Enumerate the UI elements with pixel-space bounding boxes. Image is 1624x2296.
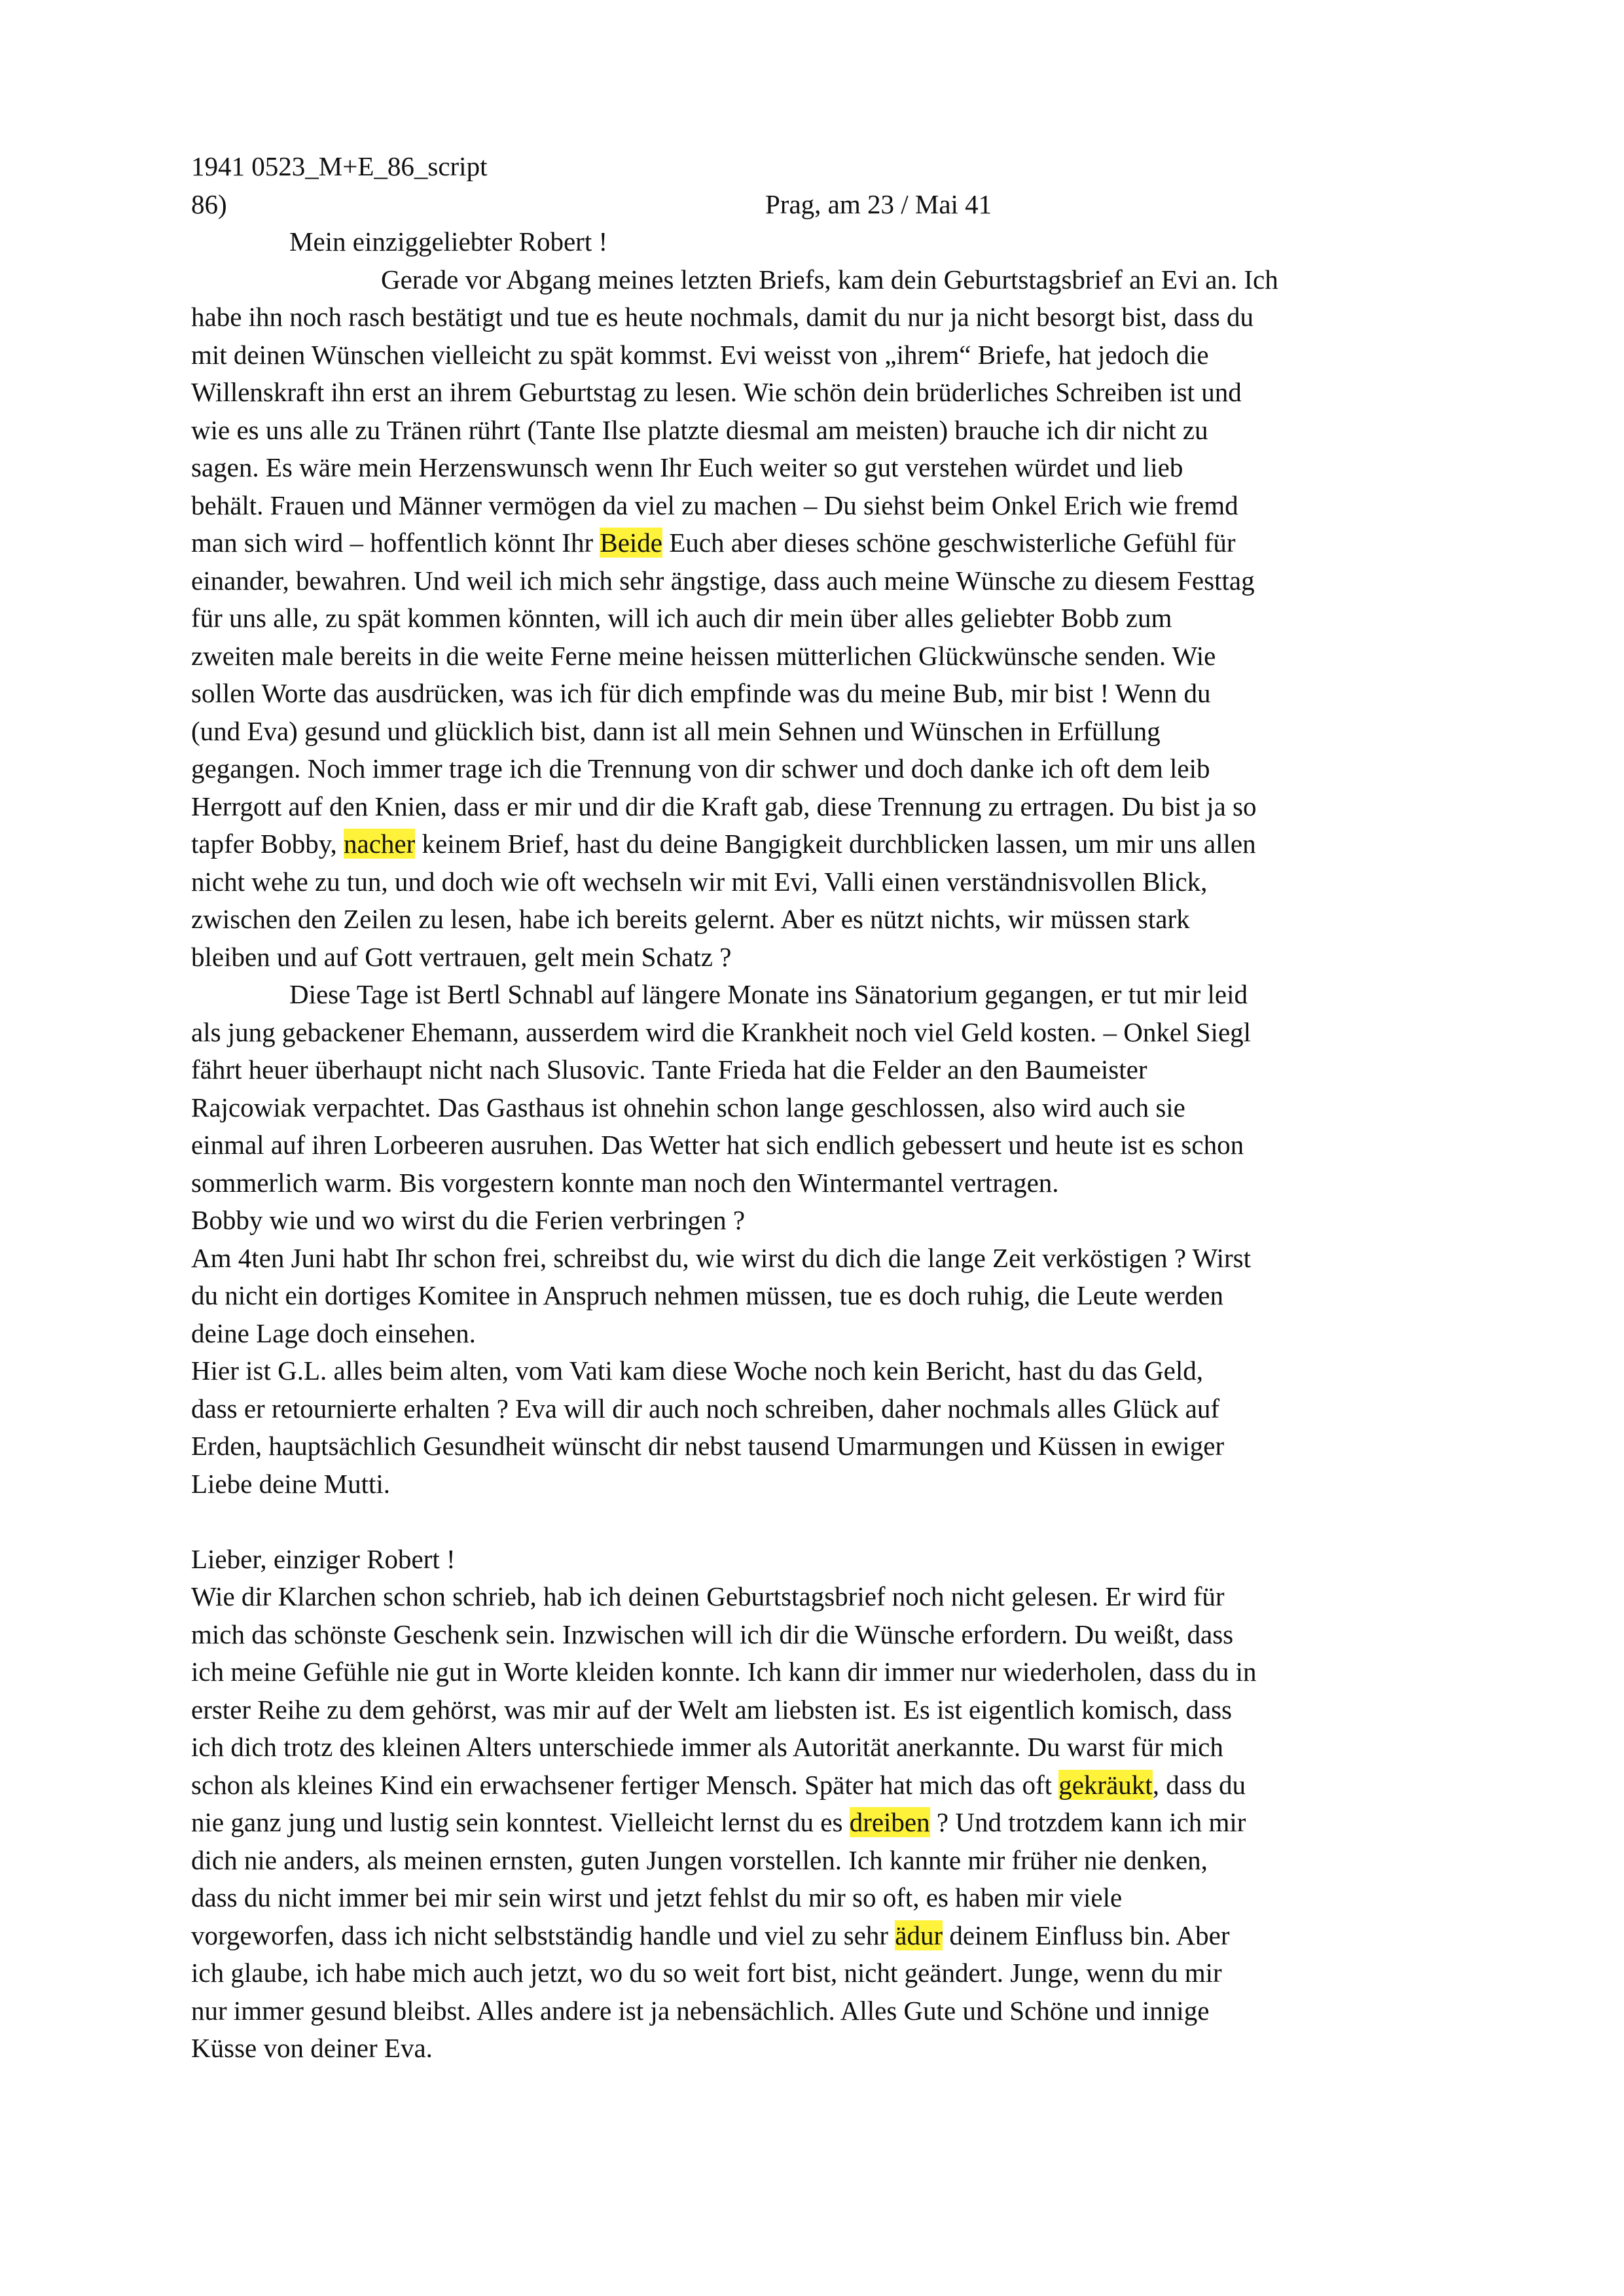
text-segment: Diese Tage ist Bertl Schnabl auf längere Monate ins Sänatorium gegangen, er tut mir leid	[289, 979, 1248, 1009]
text-segment: Küsse von deiner Eva.	[191, 2033, 433, 2063]
text-segment: nie ganz jung und lustig sein konntest. Vielleicht lernst du es	[191, 1807, 850, 1837]
text-segment: schon als kleines Kind ein erwachsener fertiger Mensch. Später hat mich das oft	[191, 1769, 1059, 1800]
text-line	[191, 750, 1494, 788]
text-line	[191, 1427, 1494, 1465]
text-line	[191, 1842, 1494, 1880]
text-line	[191, 524, 1494, 562]
text-segment: sagen. Es wäre mein Herzenswunsch wenn Ihr Euch weiter so gut verstehen würdet und lieb	[191, 452, 1183, 482]
highlighted-word: nacher	[344, 829, 416, 859]
text-line	[191, 1992, 1494, 2030]
text-segment: nur immer gesund bleibst. Alles andere ist ja nebensächlich. Alles Gute und Schöne und innige	[191, 1995, 1210, 2026]
text-line	[191, 1202, 1494, 1240]
text-segment: wie es uns alle zu Tränen rührt (Tante Ilse platzte diesmal am meisten) brauche ich dir nicht zu	[191, 414, 1208, 445]
letter-number: 86)	[191, 188, 227, 219]
text-line	[191, 2030, 1494, 2068]
eva-salutation: Lieber, einziger Robert !	[191, 1543, 456, 1574]
text-line	[191, 825, 1494, 863]
text-segment: ? Und trotzdem kann ich mir	[929, 1807, 1246, 1837]
text-segment: dass du nicht immer bei mir sein wirst und jetzt fehlst du mir so oft, es haben mir viele	[191, 1882, 1123, 1912]
text-segment: Gerade vor Abgang meines letzten Briefs, kam dein Geburtstagsbrief an Evi an. Ich	[381, 264, 1278, 295]
text-segment: fährt heuer überhaupt nicht nach Slusovic. Tante Frieda hat die Felder an den Baumeister	[191, 1054, 1147, 1085]
text-line	[191, 1014, 1494, 1052]
text-segment: deinem Einfluss bin. Aber	[943, 1920, 1230, 1950]
text-line	[191, 1691, 1494, 1729]
text-segment: Erden, hauptsächlich Gesundheit wünscht dir nebst tausend Umarmungen und Küssen in ewiger	[191, 1431, 1225, 1461]
text-segment: zweiten male bereits in die weite Ferne meine heissen mütterlichen Glückwünsche senden. Wie	[191, 640, 1216, 671]
text-segment: Bobby wie und wo wirst du die Ferien verbringen ?	[191, 1205, 746, 1235]
text-line	[191, 487, 1494, 525]
text-segment: bleiben und auf Gott vertrauen, gelt mein Schatz ?	[191, 941, 732, 972]
text-segment: keinem Brief, hast du deine Bangigkeit durchblicken lassen, um mir uns allen	[415, 829, 1256, 859]
text-segment: habe ihn noch rasch bestätigt und tue es heute nochmals, damit du nur ja nicht besorgt bist, dass du	[191, 302, 1254, 332]
text-segment: , dass du	[1152, 1769, 1246, 1800]
text-segment: sommerlich warm. Bis vorgestern konnte man noch den Wintermantel vertragen.	[191, 1167, 1059, 1198]
text-segment: Rajcowiak verpachtet. Das Gasthaus ist ohnehin schon lange geschlossen, also wird auch sie	[191, 1092, 1185, 1122]
place-date: Prag, am 23 / Mai 41	[765, 188, 992, 219]
text-line	[191, 1089, 1494, 1127]
text-segment: erster Reihe zu dem gehörst, was mir auf der Welt am liebsten ist. Es ist eigentlich komisch, dass	[191, 1694, 1233, 1725]
text-line	[191, 1126, 1494, 1164]
text-line	[191, 298, 1494, 336]
mutti-letter-body	[191, 261, 1494, 1503]
text-segment: du nicht ein dortiges Komitee in Anspruch nehmen müssen, tue es doch ruhig, die Leute werden	[191, 1280, 1223, 1310]
text-segment: nicht wehe zu tun, und doch wie oft wechseln wir mit Evi, Valli einen verständnisvollen Blick,	[191, 866, 1208, 897]
text-segment: (und Eva) gesund und glücklich bist, dann ist all mein Sehnen und Wünschen in Erfüllung	[191, 715, 1161, 746]
text-segment: einander, bewahren. Und weil ich mich sehr ängstige, dass auch meine Wünsche zu diesem Festtag	[191, 565, 1255, 596]
text-line	[191, 1277, 1494, 1315]
text-line	[191, 412, 1494, 450]
text-segment: dass er retournierte erhalten ? Eva will dir auch noch schreiben, daher nochmals alles Glück auf	[191, 1393, 1220, 1424]
letter-header-line	[191, 186, 1494, 224]
text-line	[191, 1390, 1494, 1428]
text-line	[191, 1051, 1494, 1089]
text-segment: Herrgott auf den Knien, dass er mir und dir die Kraft gab, diese Trennung zu ertragen. Du bist ja so	[191, 791, 1257, 821]
text-segment: Willenskraft ihn erst an ihrem Geburtstag zu lesen. Wie schön dein brüderliches Schreiben ist und	[191, 377, 1242, 407]
file-id: 1941 0523_M+E_86_script	[191, 151, 488, 181]
text-line	[191, 1352, 1494, 1390]
text-line	[191, 637, 1494, 675]
text-line	[191, 449, 1494, 487]
highlighted-word: gekräukt	[1058, 1769, 1153, 1800]
text-line	[191, 374, 1494, 412]
text-segment: zwischen den Zeilen zu lesen, habe ich bereits gelernt. Aber es nützt nichts, wir müssen stark	[191, 904, 1190, 934]
highlighted-word: dreiben	[849, 1807, 930, 1837]
text-line	[191, 675, 1494, 713]
text-segment: ich meine Gefühle nie gut in Worte kleiden konnte. Ich kann dir immer nur wiederholen, dass du in	[191, 1657, 1257, 1687]
mutti-salutation: Mein einziggeliebter Robert !	[289, 226, 608, 257]
text-segment: ich glaube, ich habe mich auch jetzt, wo du so weit fort bist, nicht geändert. Junge, wenn du mir	[191, 1958, 1222, 1988]
text-segment: gegangen. Noch immer trage ich die Trennung von dir schwer und doch danke ich oft dem leib	[191, 753, 1210, 783]
text-line	[191, 939, 1494, 977]
text-segment: Hier ist G.L. alles beim alten, vom Vati kam diese Woche noch kein Bericht, hast du das Geld,	[191, 1355, 1203, 1386]
highlighted-word: ädur	[895, 1920, 943, 1950]
text-line	[191, 788, 1494, 826]
text-line	[191, 1315, 1494, 1353]
text-segment: mich das schönste Geschenk sein. Inzwischen will ich dir die Wünsche erfordern. Du weißt, dass	[191, 1619, 1234, 1649]
text-segment: Wie dir Klarchen schon schrieb, hab ich deinen Geburtstagsbrief noch nicht gelesen. Er wird für	[191, 1581, 1225, 1611]
text-segment: mit deinen Wünschen vielleicht zu spät kommst. Evi weisst von „ihrem“ Briefe, hat jedoch die	[191, 339, 1209, 370]
eva-letter-body	[191, 1578, 1494, 2068]
document-text	[191, 148, 1494, 2068]
text-line	[191, 1616, 1494, 1654]
text-segment: vorgeworfen, dass ich nicht selbstständig handle und viel zu sehr	[191, 1920, 895, 1950]
text-line	[191, 562, 1494, 600]
text-line	[191, 1879, 1494, 1917]
text-segment: Am 4ten Juni habt Ihr schon frei, schreibst du, wie wirst du dich die lange Zeit verköstigen ? Wirst	[191, 1242, 1251, 1273]
text-segment: Euch aber dieses schöne geschwisterliche Gefühl für	[662, 528, 1236, 558]
text-line	[191, 261, 1494, 299]
highlighted-word: Beide	[600, 528, 663, 558]
text-line	[191, 1917, 1494, 1955]
text-segment: dich nie anders, als meinen ernsten, guten Jungen vorstellen. Ich kannte mir früher nie denken,	[191, 1844, 1208, 1875]
text-segment: Liebe deine Mutti.	[191, 1468, 390, 1499]
text-segment: tapfer Bobby,	[191, 829, 344, 859]
text-line	[191, 1465, 1494, 1503]
text-line	[191, 1240, 1494, 1278]
text-segment: man sich wird – hoffentlich könnt Ihr	[191, 528, 600, 558]
text-line	[191, 976, 1494, 1014]
text-segment: für uns alle, zu spät kommen könnten, will ich auch dir mein über alles geliebter Bobb zum	[191, 603, 1172, 633]
text-line	[191, 1653, 1494, 1691]
text-line	[191, 713, 1494, 751]
paragraph-gap	[191, 1503, 1494, 1541]
text-segment: sollen Worte das ausdrücken, was ich für dich empfinde was du meine Bub, mir bist ! Wenn du	[191, 678, 1211, 708]
text-line	[191, 336, 1494, 374]
text-line	[191, 1804, 1494, 1842]
text-line	[191, 600, 1494, 637]
text-segment: ich dich trotz des kleinen Alters unterschiede immer als Autorität anerkannte. Du warst für mich	[191, 1732, 1223, 1762]
text-line	[191, 1767, 1494, 1804]
text-segment: deine Lage doch einsehen.	[191, 1318, 476, 1348]
text-line	[191, 863, 1494, 901]
text-line	[191, 1729, 1494, 1767]
text-line	[191, 1164, 1494, 1202]
text-line	[191, 1954, 1494, 1992]
text-line	[191, 1578, 1494, 1616]
text-segment: behält. Frauen und Männer vermögen da viel zu machen – Du siehst beim Onkel Erich wie fremd	[191, 490, 1238, 520]
text-line	[191, 901, 1494, 939]
text-segment: einmal auf ihren Lorbeeren ausruhen. Das Wetter hat sich endlich gebessert und heute ist es schon	[191, 1130, 1244, 1160]
text-segment: als jung gebackener Ehemann, ausserdem wird die Krankheit noch viel Geld kosten. – Onkel Siegl	[191, 1016, 1252, 1047]
